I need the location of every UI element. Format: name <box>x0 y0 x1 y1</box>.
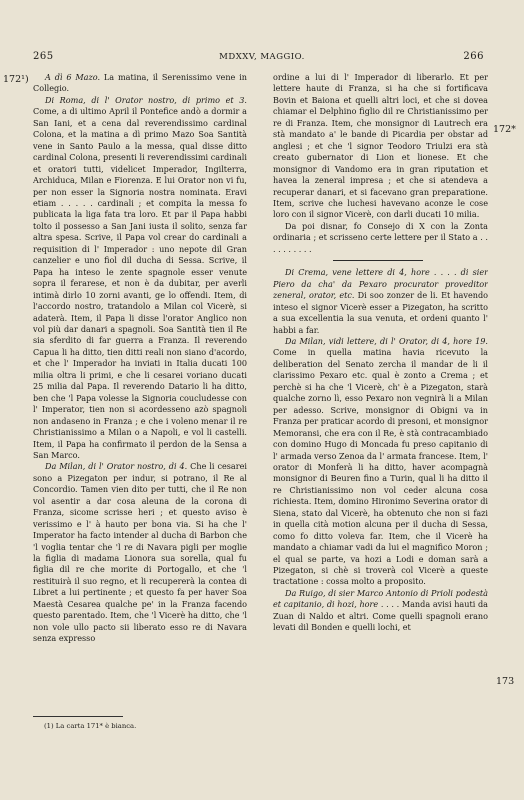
margin-note-right: 172* <box>493 124 516 135</box>
running-header: MDXXV, MAGGIO. <box>219 52 305 62</box>
margin-note-right-bottom: 173 <box>496 676 515 687</box>
footnote: (1) La carta 171* è bianca. <box>44 722 137 730</box>
right-text-column <box>273 72 488 762</box>
paragraph: Da poi disnar, fo Consejo di X con la Zonta ordinaria ; et scrisseno certe lettere per il Stato a . . . . . . . . . . <box>273 220 488 254</box>
section-separator <box>333 260 423 261</box>
paragraph: A dì 6 Mazo. La matina, il Serenissimo vene in Collegio. <box>33 72 247 94</box>
paragraph: Da Milan, di l' Orator nostro, di 4. Che li cesarei sono a Pizegaton per indur, si potrano, il Re al Concordio. Tamen vien dito per tutti, che il Re non vol asentir a dar cosa aleuna de la corona di Franza, sicome scrisse heri ; et questo aviso è verissimo e l' à hauto per bona via. Si ha che l' Imperator ha facto intender al ducha di Barbon che 'l voglia tentar che 'l re di Navara pigli per moglie la figlia di madama Lionora sua sorella, qual fu figlia dil re che morite di Portogallo, et che 'l restituirà il suo regno, et li recupererà la contea di Libret a lui pertinente ; et questo fa per haver Soa Maestà Cesarea qualche pe' in la Franza facendo questo parentado. Item, che 'l Vicerè ha ditto, che 'l non vole ullo pacto sii liberato esso re di Navara senza expresso <box>33 461 247 644</box>
paragraph: Di Roma, di l' Orator nostro, di primo et 3. Come, a di ultimo April il Pontefice andò a dormir a San Iani, et a cena dal reverendissimo cardinal Colona, et la matina a dì primo Mazo Soa Santità vene in Santo Paulo a la messa, qual disse ditto cardinal Colona, presenti li reverendissimi cardinali et oratori tutti, videlicet Imperador, Ingilterra, Archiduca, Milan e Fiorenza. E lui Orator non vi fu, per non esser la Signoria nostra nominata. Eravi etiam . . . . . cardinali ; et compita la messa fo publicata la liga fata tra loro. Et par il Papa habbi tolto il possesso a San Jani iusta il solito, senza far altra spesa. Scrive, il Papa vol crear do cardinali a requisition di l' Imperador : uno nepote dil Gran canzelier e uno fiol dil ducha di Sessa. Scrive, il Papa ha inteso le zente spagnole esser venute sopra il ferarese, et non è da dubitar, per averli intimà dirlo 10 zorni avanti, ge lo offendi. Item, di l'accordo nostro, tratandolo a Milan col Vicerè, si adaterà. Item, il Papa li disse l'orator Anglico non vol più dar danari a spagnoli. Soa Santità tien il Re sia sferdito di far guerra a Franza. Il reverendo Capua li ha ditto, tien ditti reali non siano d'acordo, et che l' Imperador ha inviati in Italia ducati 100 milia oltra li primi, e che li cesarei voriano ducati 25 milia dal Papa. Il reverendo Datario li ha ditto, ben che 'l Papa volesse la Signoria coucludesse con l' Imperator, tien non si acordesseno azò spagnoli non andaseno in Franza ; e che i voleno menar il re Christianissimo a Milan o a Napoli, e vol li castelli. Item, il Papa ha confirmato il perdon de la Sensa a San Marco. <box>33 94 247 460</box>
footnote-rule <box>33 716 123 717</box>
margin-note-left: 172¹) <box>3 74 29 85</box>
right-page-number: 266 <box>463 51 484 62</box>
paragraph: Di Crema, vene lettere di 4, hore . . . . di sier Piero da cha' da Pexaro procurator proveditor zeneral, orator, etc. Di soo zonzer de li. Et havendo inteso el signor Vicerè esser a Pizegaton, ha scritto a sua excellentia la sua venuta, et ordeni quanto l' habbi a far. <box>273 267 488 335</box>
left-page-number: 265 <box>33 51 54 62</box>
paragraph: Da Ruigo, di sier Marco Antonio di Prioli podestà et capitanio, di hozi, hore . . . . Manda avisi hauti da Zuan di Naldo et altri. Come quelli spagnoli erano levati dil Bonden e quelli lochi, et <box>273 587 488 633</box>
paragraph: ordine a lui di l' Imperador di liberarlo. Et per lettere haute di Franza, si ha che si fortificava Bovin et Baiona et quelli altri loci, et che si dovea chiamar el Delphino figlio dil re Christianissimo per re di Franza. Item, che monsignor di Lautrech era stà mandato a' le bande di Picardia per obstar ad anglesi ; et che 'l signor Teodoro Triulzi era stà creato gubernator di Lion et lionese. Et che monsignor di Vandomo era in gran riputation et havea la zeneral impresa ; et che si atendeva a recuperar danari, et si facevano gran preparatione. Item, scrive che luchesi havevano aconze le cose loro con il signor Vicerè, con darli ducati 10 milia. <box>273 72 488 220</box>
paragraph: Da Milan, vidi lettere, di l' Orator, di 4, hore 19. Come in quella matina havia ricevuto la deliberation del Senato zercha il mandar de li il clarissimo Pexaro etc. qual è zonto a Crema ; et perchè si ha che 'l Vicerè, ch' è a Pizegaton, starà qualche zorno lì, esso Pexaro non vegnirà li a Milan per adesso. Scrive, monsignor di Obigni va in Franza per praticar acordo di presoni, et monsignor Memoransi, che era con il Re, è stà contracambiado con domino Hugo di Moncada fu preso capitanio di l' armada verso Zenoa da l' armata francese. Item, l' orator di Monferà li ha ditto, haver acompagnà monsignor di Beuren fino a Turin, qual li ha ditto il re Christianissimo non vol ceder alcuna cosa richiesta. Item, domino Hironimo Severina orator di Siena, stato dal Vicerè, ha obtenuto che non si fazi in quella cità motion alcuna per il ducha di Sessa, como fo ditto voleva far. Item, che il Vicerè ha mandato a chiamar vadi da lui el magnifico Moron ; el qual se parte, va hozi a Lodi e doman sarà a Pizegaton, si chè si troverà col Vicerè a queste tractatione : cossa molto a proposito. <box>273 335 488 587</box>
left-text-column <box>33 72 247 762</box>
